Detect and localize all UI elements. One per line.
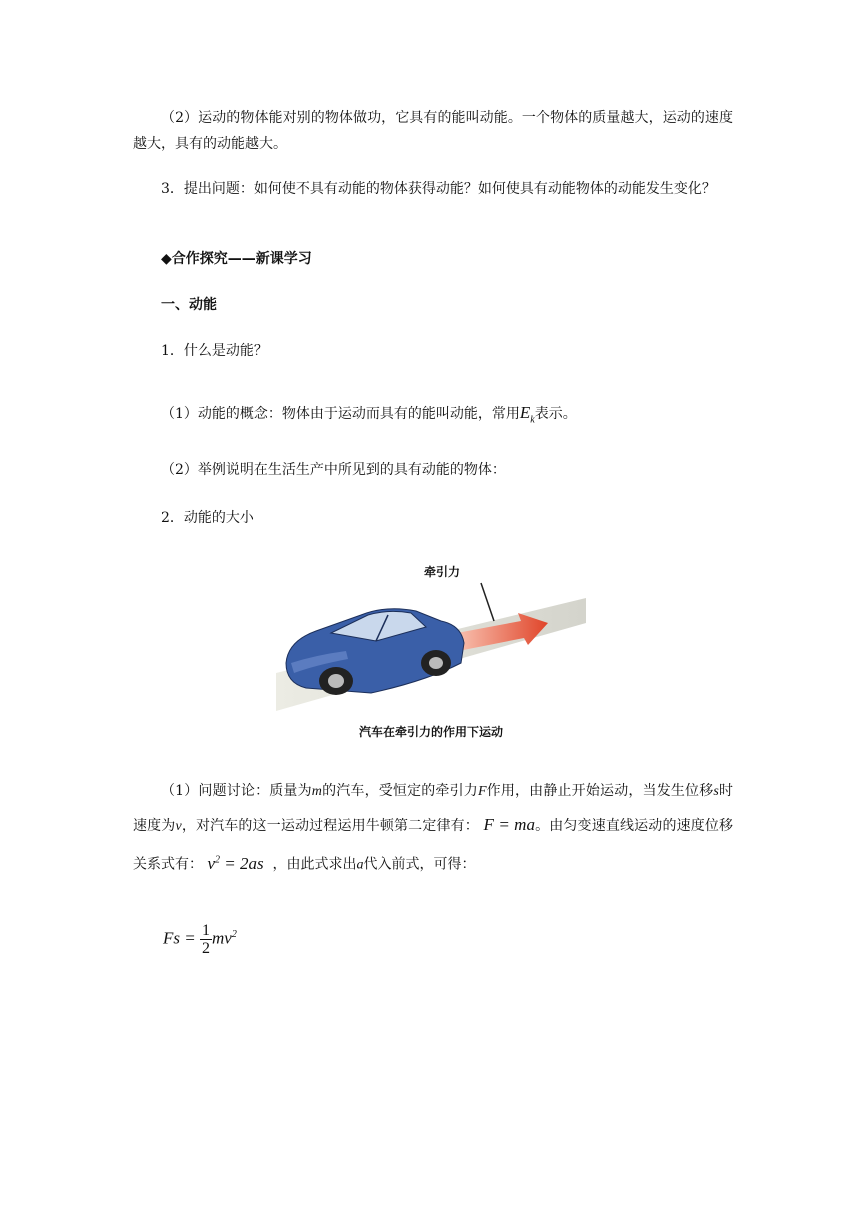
paragraph-kinetic-work [133,105,733,157]
question-kinetic-size [133,505,733,531]
final-equation [163,922,237,957]
discussion-text: ，对汽车的这一运动过程运用牛顿第二定律有： [181,818,479,834]
eq-rest: = 2as [220,853,264,873]
heading-text: ◆合作探究——新课学习 [161,251,312,267]
paragraph-text: 3．提出问题：如何使不具有动能的物体获得动能？如何使具有动能物体的动能发生变化？ [161,181,716,197]
discussion-text: （1）问题讨论：质量为 [161,783,312,799]
discussion-paragraph [133,775,733,882]
fraction-denominator: 2 [201,940,210,957]
concept-end-text: 表示。 [534,406,577,422]
discussion-text: 。由匀变速直线运动的速度位移关系式有： [133,818,734,873]
concept-paragraph [161,400,741,433]
paragraph-text: （2）运动的物体能对别的物体做功，它具有的能叫动能。一个物体的质量越大，运动的速度越大，具有的动能越大。 [133,110,733,152]
var-v: v [175,819,182,834]
discussion-text: 时速度为 [133,783,734,834]
var-s: s [713,784,719,799]
question-text: 1．什么是动能？ [161,343,268,359]
eq-right-exp: 2 [231,928,237,940]
k-subscript: k [530,414,535,426]
car-shape [286,609,464,695]
eq-exp: 2 [215,854,220,865]
fraction-numerator: 1 [201,922,210,939]
car-illustration [276,563,586,723]
figure-caption: 汽车在牵引力的作用下运动 [358,725,503,739]
fraction-half [200,922,212,957]
question-what-is-kinetic [133,338,733,364]
discussion-text: 作用，由静止开始运动，当发生位移 [486,783,714,799]
label-pointer [481,583,494,621]
ek-symbol [519,403,535,426]
var-a: a [356,857,364,873]
question-text: 2．动能的大小 [161,510,254,526]
equation-newton: F = ma [483,815,535,834]
eq-right: mv [211,928,232,948]
eq-left: Fs = [163,928,196,948]
equation-velocity [207,854,263,873]
discussion-text: ，由此式求出 [272,856,357,873]
discussion-text: 代入前式，可得： [363,856,476,873]
example-paragraph [161,457,741,483]
example-text: （2）举例说明在生活生产中所见到的具有动能的物体： [161,462,506,478]
paragraph-question [133,176,733,202]
car-traction-figure [276,563,586,753]
heading-text: 一、动能 [161,297,217,313]
discussion-text: 的汽车，受恒定的牵引力 [321,783,478,799]
var-m: m [311,784,322,799]
heading-cooperative-study [133,246,733,272]
e-letter: E [519,403,531,422]
heading-kinetic-energy [133,292,733,318]
traction-label: 牵引力 [424,565,461,579]
var-F: F [477,784,487,799]
concept-text: （1）动能的概念：物体由于运动而具有的能叫动能，常用 [161,406,520,422]
eq-v: v [207,853,215,873]
